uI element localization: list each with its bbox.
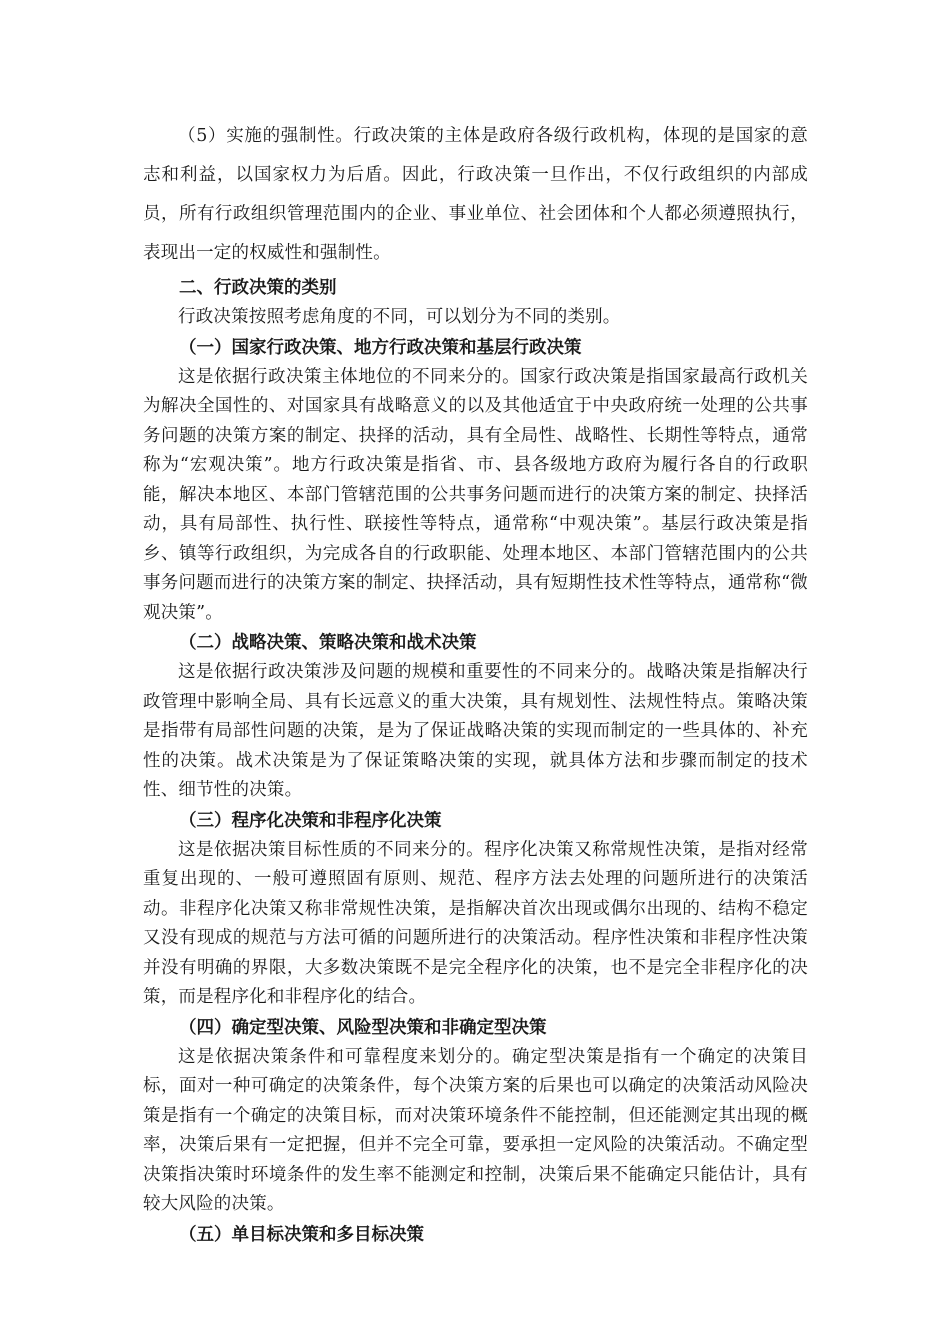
paragraph-enforcement: （5）实施的强制性。行政决策的主体是政府各级行政机构，体现的是国家的意志和利益，以国家权力为后盾。因此，行政决策一旦作出，不仅行政组织的内部成员，所有行政组织管理范围内的企业、事业单位、社会团体和个人都必须遵照执行，表现出一定的权威性和强制性。 [143, 126, 808, 263]
subsection-heading-4: （四）确定型决策、风险型决策和非确定型决策 [179, 1017, 547, 1038]
subsection-heading-5: （五）单目标决策和多目标决策 [179, 1224, 424, 1245]
document-page [143, 117, 808, 1250]
paragraph-level-decision: 这是依据行政决策主体地位的不同来分的。国家行政决策是指国家最高行政机关为解决全国性的、对国家具有战略意义的以及其他适宜于中央政府统一处理的公共事务问题的决策方案的制定、抉择的活动，具有全局性、战略性、长期性等特点，通常称为“宏观决策”。地方行政决策是指省、市、县各级地方政府为履行各自的行政职能，解决本地区、本部门管辖范围的公共事务问题而进行的决策方案的制定、抉择活动，具有局部性、执行性、联接性等特点，通常称“中观决策”。基层行政决策是指乡、镇等行政组织，为完成各自的行政职能、处理本地区、本部门管辖范围内的公共事务问题而进行的决策方案的制定、抉择活动，具有短期性技术性等特点，通常称“微观决策”。 [143, 366, 808, 623]
subsection-heading-3: （三）程序化决策和非程序化决策 [179, 810, 442, 831]
subsection-heading-1: （一）国家行政决策、地方行政决策和基层行政决策 [179, 337, 582, 358]
paragraph-strategy-decision: 这是依据行政决策涉及问题的规模和重要性的不同来分的。战略决策是指解决行政管理中影响全局、具有长远意义的重大决策，具有规划性、法规性特点。策略决策是指带有局部性问题的决策，是为了保证战略决策的实现而制定的一些具体的、补充性的决策。战术决策是为了保证策略决策的实现，就具体方法和步骤而制定的技术性、细节性的决策。 [143, 662, 808, 800]
subsection-heading-2: （二）战略决策、策略决策和战术决策 [179, 633, 477, 653]
paragraph-intro: 行政决策按照考虑角度的不同，可以划分为不同的类别。 [178, 307, 621, 327]
paragraph-risk-decision: 这是依据决策条件和可靠程度来划分的。确定型决策是指有一个确定的决策目标，面对一种可确定的决策条件，每个决策方案的后果也可以确定的决策活动风险决策是指有一个确定的决策目标，而对决策环境条件不能控制，但还能测定其出现的概率，决策后果有一定把握，但并不完全可靠，要承担一定风险的决策活动。不确定型决策指决策时环境条件的发生率不能测定和控制，决策后果不能确定只能估计，具有较大风险的决策。 [143, 1046, 808, 1214]
section-heading: 二、行政决策的类别 [179, 278, 337, 298]
paragraph-programmed-decision: 这是依据决策目标性质的不同来分的。程序化决策又称常规性决策，是指对经常重复出现的、一般可遵照固有原则、规范、程序方法去处理的问题所进行的决策活动。非程序化决策又称非常规性决策，是指解决首次出现或偶尔出现的、结构不稳定又没有现成的规范与方法可循的问题所进行的决策活动。程序性决策和非程序性决策并没有明确的界限，大多数决策既不是完全程序化的决策，也不是完全非程序化的决策，而是程序化和非程序化的结合。 [143, 839, 808, 1007]
